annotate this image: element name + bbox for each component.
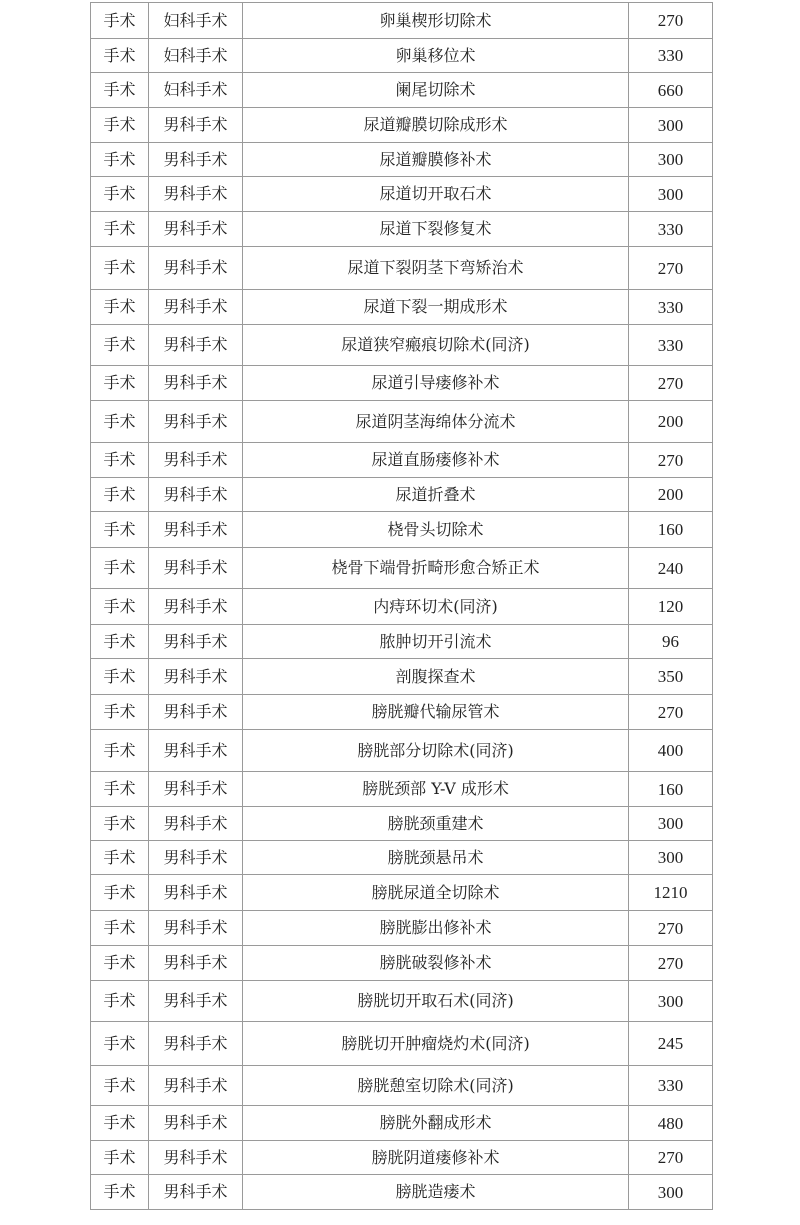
table-row bbox=[91, 73, 713, 108]
table-row bbox=[91, 1106, 713, 1141]
price-cell: 270 bbox=[629, 3, 713, 39]
department-cell: 男科手术 bbox=[149, 548, 243, 589]
procedure-cell: 卵巢楔形切除术 bbox=[243, 3, 629, 39]
department-cell: 妇科手术 bbox=[149, 73, 243, 108]
price-cell: 240 bbox=[629, 548, 713, 589]
category-cell: 手术 bbox=[91, 807, 149, 841]
procedure-cell: 剖腹探查术 bbox=[243, 659, 629, 695]
procedure-cell: 阑尾切除术 bbox=[243, 73, 629, 108]
category-cell: 手术 bbox=[91, 841, 149, 875]
price-cell: 160 bbox=[629, 512, 713, 548]
price-cell: 330 bbox=[629, 1066, 713, 1106]
category-cell: 手术 bbox=[91, 290, 149, 325]
price-cell: 1210 bbox=[629, 875, 713, 911]
price-cell: 200 bbox=[629, 478, 713, 512]
table-row bbox=[91, 1175, 713, 1210]
department-cell: 男科手术 bbox=[149, 1106, 243, 1141]
category-cell: 手术 bbox=[91, 73, 149, 108]
category-cell: 手术 bbox=[91, 401, 149, 443]
procedure-cell: 膀胱部分切除术(同济) bbox=[243, 730, 629, 772]
category-cell: 手术 bbox=[91, 143, 149, 177]
department-cell: 男科手术 bbox=[149, 443, 243, 478]
category-cell: 手术 bbox=[91, 659, 149, 695]
price-cell: 245 bbox=[629, 1022, 713, 1066]
procedure-cell: 桡骨头切除术 bbox=[243, 512, 629, 548]
table-row bbox=[91, 1066, 713, 1106]
table-row bbox=[91, 325, 713, 366]
department-cell: 男科手术 bbox=[149, 512, 243, 548]
price-cell: 400 bbox=[629, 730, 713, 772]
table-row bbox=[91, 841, 713, 875]
department-cell: 男科手术 bbox=[149, 1175, 243, 1210]
procedure-cell: 膀胱憩室切除术(同济) bbox=[243, 1066, 629, 1106]
category-cell: 手术 bbox=[91, 177, 149, 212]
category-cell: 手术 bbox=[91, 625, 149, 659]
table-row bbox=[91, 730, 713, 772]
table-row bbox=[91, 39, 713, 73]
table-row bbox=[91, 589, 713, 625]
price-cell: 200 bbox=[629, 401, 713, 443]
department-cell: 男科手术 bbox=[149, 478, 243, 512]
surgery-price-table bbox=[90, 2, 713, 1210]
procedure-cell: 尿道切开取石术 bbox=[243, 177, 629, 212]
department-cell: 男科手术 bbox=[149, 1022, 243, 1066]
category-cell: 手术 bbox=[91, 443, 149, 478]
department-cell: 男科手术 bbox=[149, 981, 243, 1022]
price-cell: 120 bbox=[629, 589, 713, 625]
category-cell: 手术 bbox=[91, 911, 149, 946]
department-cell: 妇科手术 bbox=[149, 3, 243, 39]
price-cell: 300 bbox=[629, 1175, 713, 1210]
procedure-cell: 膀胱颈部 Y-V 成形术 bbox=[243, 772, 629, 807]
price-cell: 300 bbox=[629, 143, 713, 177]
category-cell: 手术 bbox=[91, 695, 149, 730]
procedure-cell: 膀胱破裂修补术 bbox=[243, 946, 629, 981]
category-cell: 手术 bbox=[91, 212, 149, 247]
category-cell: 手术 bbox=[91, 1175, 149, 1210]
table-row bbox=[91, 1022, 713, 1066]
department-cell: 男科手术 bbox=[149, 730, 243, 772]
department-cell: 男科手术 bbox=[149, 401, 243, 443]
procedure-cell: 尿道瓣膜修补术 bbox=[243, 143, 629, 177]
price-cell: 270 bbox=[629, 366, 713, 401]
department-cell: 男科手术 bbox=[149, 325, 243, 366]
category-cell: 手术 bbox=[91, 981, 149, 1022]
category-cell: 手术 bbox=[91, 1022, 149, 1066]
department-cell: 男科手术 bbox=[149, 143, 243, 177]
procedure-cell: 膀胱切开取石术(同济) bbox=[243, 981, 629, 1022]
table-row bbox=[91, 659, 713, 695]
procedure-cell: 尿道阴茎海绵体分流术 bbox=[243, 401, 629, 443]
price-cell: 270 bbox=[629, 443, 713, 478]
category-cell: 手术 bbox=[91, 512, 149, 548]
department-cell: 男科手术 bbox=[149, 212, 243, 247]
category-cell: 手术 bbox=[91, 366, 149, 401]
department-cell: 男科手术 bbox=[149, 659, 243, 695]
table-row bbox=[91, 290, 713, 325]
procedure-cell: 膀胱切开肿瘤烧灼术(同济) bbox=[243, 1022, 629, 1066]
table-row bbox=[91, 772, 713, 807]
table-row bbox=[91, 512, 713, 548]
table-row bbox=[91, 247, 713, 290]
category-cell: 手术 bbox=[91, 1066, 149, 1106]
price-cell: 270 bbox=[629, 946, 713, 981]
category-cell: 手术 bbox=[91, 325, 149, 366]
department-cell: 妇科手术 bbox=[149, 39, 243, 73]
procedure-cell: 尿道下裂一期成形术 bbox=[243, 290, 629, 325]
department-cell: 男科手术 bbox=[149, 589, 243, 625]
price-cell: 660 bbox=[629, 73, 713, 108]
price-cell: 270 bbox=[629, 911, 713, 946]
category-cell: 手术 bbox=[91, 875, 149, 911]
procedure-cell: 膀胱造瘘术 bbox=[243, 1175, 629, 1210]
procedure-cell: 桡骨下端骨折畸形愈合矫正术 bbox=[243, 548, 629, 589]
table-row bbox=[91, 177, 713, 212]
price-cell: 300 bbox=[629, 841, 713, 875]
department-cell: 男科手术 bbox=[149, 177, 243, 212]
price-cell: 160 bbox=[629, 772, 713, 807]
procedure-cell: 卵巢移位术 bbox=[243, 39, 629, 73]
procedure-cell: 内痔环切术(同济) bbox=[243, 589, 629, 625]
price-cell: 330 bbox=[629, 39, 713, 73]
procedure-cell: 尿道狭窄瘢痕切除术(同济) bbox=[243, 325, 629, 366]
price-cell: 330 bbox=[629, 325, 713, 366]
table-row bbox=[91, 695, 713, 730]
category-cell: 手术 bbox=[91, 772, 149, 807]
category-cell: 手术 bbox=[91, 39, 149, 73]
table-row bbox=[91, 143, 713, 177]
category-cell: 手术 bbox=[91, 3, 149, 39]
department-cell: 男科手术 bbox=[149, 108, 243, 143]
price-cell: 96 bbox=[629, 625, 713, 659]
price-cell: 350 bbox=[629, 659, 713, 695]
table-row bbox=[91, 108, 713, 143]
procedure-cell: 脓肿切开引流术 bbox=[243, 625, 629, 659]
department-cell: 男科手术 bbox=[149, 946, 243, 981]
procedure-cell: 膀胱尿道全切除术 bbox=[243, 875, 629, 911]
procedure-cell: 膀胱外翻成形术 bbox=[243, 1106, 629, 1141]
department-cell: 男科手术 bbox=[149, 247, 243, 290]
department-cell: 男科手术 bbox=[149, 695, 243, 730]
department-cell: 男科手术 bbox=[149, 911, 243, 946]
table-row bbox=[91, 478, 713, 512]
table-row bbox=[91, 875, 713, 911]
procedure-cell: 尿道折叠术 bbox=[243, 478, 629, 512]
table-row bbox=[91, 212, 713, 247]
price-cell: 300 bbox=[629, 108, 713, 143]
procedure-cell: 尿道直肠瘘修补术 bbox=[243, 443, 629, 478]
table-row bbox=[91, 443, 713, 478]
table-row bbox=[91, 981, 713, 1022]
table-row bbox=[91, 366, 713, 401]
department-cell: 男科手术 bbox=[149, 1141, 243, 1175]
department-cell: 男科手术 bbox=[149, 290, 243, 325]
price-cell: 480 bbox=[629, 1106, 713, 1141]
table-row bbox=[91, 946, 713, 981]
category-cell: 手术 bbox=[91, 589, 149, 625]
table-row bbox=[91, 1141, 713, 1175]
procedure-cell: 尿道下裂阴茎下弯矫治术 bbox=[243, 247, 629, 290]
table-row bbox=[91, 911, 713, 946]
table-row bbox=[91, 625, 713, 659]
category-cell: 手术 bbox=[91, 548, 149, 589]
category-cell: 手术 bbox=[91, 946, 149, 981]
department-cell: 男科手术 bbox=[149, 875, 243, 911]
price-cell: 270 bbox=[629, 695, 713, 730]
table-row bbox=[91, 401, 713, 443]
table-body bbox=[91, 3, 713, 1210]
department-cell: 男科手术 bbox=[149, 841, 243, 875]
procedure-cell: 膀胱颈重建术 bbox=[243, 807, 629, 841]
table-row bbox=[91, 548, 713, 589]
price-cell: 300 bbox=[629, 807, 713, 841]
department-cell: 男科手术 bbox=[149, 366, 243, 401]
procedure-cell: 尿道下裂修复术 bbox=[243, 212, 629, 247]
price-cell: 330 bbox=[629, 290, 713, 325]
price-cell: 300 bbox=[629, 981, 713, 1022]
category-cell: 手术 bbox=[91, 247, 149, 290]
price-cell: 300 bbox=[629, 177, 713, 212]
procedure-cell: 尿道引导瘘修补术 bbox=[243, 366, 629, 401]
category-cell: 手术 bbox=[91, 730, 149, 772]
price-cell: 270 bbox=[629, 247, 713, 290]
department-cell: 男科手术 bbox=[149, 1066, 243, 1106]
category-cell: 手术 bbox=[91, 108, 149, 143]
department-cell: 男科手术 bbox=[149, 625, 243, 659]
table-row bbox=[91, 3, 713, 39]
category-cell: 手术 bbox=[91, 1106, 149, 1141]
procedure-cell: 膀胱瓣代输尿管术 bbox=[243, 695, 629, 730]
table-row bbox=[91, 807, 713, 841]
price-cell: 330 bbox=[629, 212, 713, 247]
procedure-cell: 膀胱颈悬吊术 bbox=[243, 841, 629, 875]
procedure-cell: 膀胱阴道瘘修补术 bbox=[243, 1141, 629, 1175]
price-cell: 270 bbox=[629, 1141, 713, 1175]
department-cell: 男科手术 bbox=[149, 807, 243, 841]
category-cell: 手术 bbox=[91, 478, 149, 512]
procedure-cell: 膀胱膨出修补术 bbox=[243, 911, 629, 946]
procedure-cell: 尿道瓣膜切除成形术 bbox=[243, 108, 629, 143]
category-cell: 手术 bbox=[91, 1141, 149, 1175]
department-cell: 男科手术 bbox=[149, 772, 243, 807]
